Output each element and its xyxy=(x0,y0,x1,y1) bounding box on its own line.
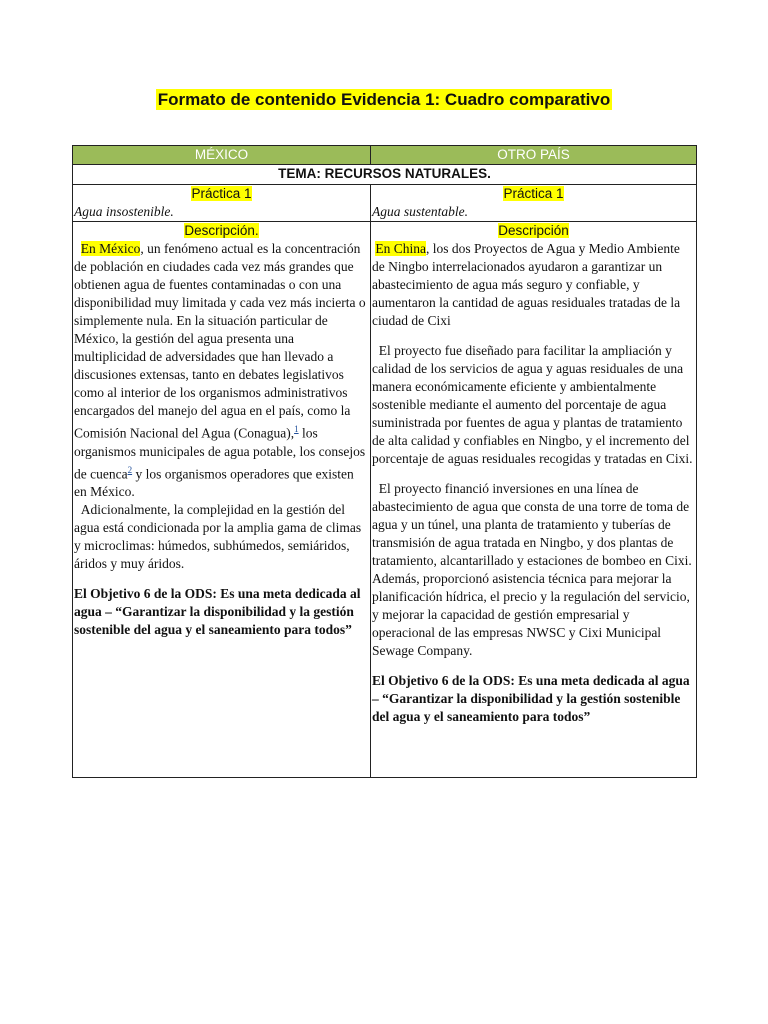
practica-otro-label: Práctica 1 xyxy=(503,186,564,201)
mexico-paragraph-2: Adicionalmente, la complejidad en la gestión del agua está condicionada por la amplia gama de climas y microclimas: húmedos, subhúmedos, semiáridos, áridos y muy áridos. xyxy=(74,502,362,571)
practica-mexico-label: Práctica 1 xyxy=(191,186,252,201)
otro-highlight: En China xyxy=(375,241,426,256)
descripcion-otro-cell xyxy=(371,222,697,778)
document-title xyxy=(0,90,768,110)
otro-paragraph-3: El proyecto financió inversiones en una línea de abastecimiento de agua que consta de una torre de toma de agua y un túnel, una planta de tratamiento y tuberías de transmisión de agua tratada en Ningbo, y dos plantas de tratamiento, alcantarillado y estaciones de bombeo en Cixi. Además, proporcionó asistencia técnica para mejorar la planificación hídrica, el precio y la regulación del servicio, y mejorar la capacidad de gestión empresarial y operacional de las empresas NWSC y Cixi Municipal Sewage Company. xyxy=(372,481,692,658)
header-mexico: MÉXICO xyxy=(73,146,371,165)
tema-cell: TEMA: RECURSOS NATURALES. xyxy=(73,165,697,185)
otro-paragraph-2: El proyecto fue diseñado para facilitar la ampliación y calidad de los servicios de agua y aguas residuales de una manera económicamente eficiente y ambientalmente sostenible mediante el aumento del porcentaje de agua suministrada por fuentes de agua y plantas de tratamiento de alta calidad y confiables en Ningbo, y el incremento del porcentaje de aguas residuales recogidas y tratadas en Cixi. xyxy=(372,343,693,466)
mexico-highlight: En México xyxy=(80,241,141,256)
table-header-row xyxy=(73,146,697,165)
descripcion-mexico-label: Descripción. xyxy=(184,223,259,238)
tema-row xyxy=(73,165,697,185)
mexico-paragraph-1: En México, un fenómeno actual es la concentración de población en ciudades cada vez más grandes que obtienen agua de fuentes contaminadas o con una disponibilidad muy limitada y cada vez más incierta o simplemente nula. En la situación particular de México, la gestión del agua presenta una multiplicidad de adversidades que han llevado a discusiones extensas, tanto en debates legislativos como al interior de los organismos administrativos encargados del manejo del agua en el país, como la Comisión Nacional del Agua (Conagua),$^1$ los organismos municipales de agua potable, los consejos de cuenca$^2$ y los organismos operadores que existen en México. xyxy=(74,241,366,499)
descripcion-row xyxy=(73,222,697,778)
otro-ods-text: El Objetivo 6 de la ODS: Es una meta dedicada al agua – “Garantizar la disponibilidad y la gestión sostenible del agua y el saneamiento para todos” xyxy=(372,673,690,724)
mexico-ods-text: El Objetivo 6 de la ODS: Es una meta dedicada al agua – “Garantizar la disponibilidad y la gestión sostenible del agua y el saneamiento para todos” xyxy=(74,586,361,637)
footnote-2-link[interactable]: 2 xyxy=(127,464,133,475)
practica-row xyxy=(73,185,697,222)
document-title-text: Formato de contenido Evidencia 1: Cuadro comparativo xyxy=(157,90,611,109)
practica-mexico-text: Agua insostenible. xyxy=(74,204,174,219)
practica-otro-cell xyxy=(371,185,697,222)
header-otro-pais: OTRO PAÍS xyxy=(371,146,697,165)
otro-paragraph-1: En China, los dos Proyectos de Agua y Medio Ambiente de Ningbo interrelacionados ayudaron a garantizar un abastecimiento de agua más seguro y confiable, y aumentaron la cantidad de aguas residuales tratadas de la ciudad de Cixi xyxy=(372,241,681,328)
descripcion-mexico-cell xyxy=(73,222,371,778)
practica-otro-text: Agua sustentable. xyxy=(372,204,468,219)
footnote-1-link[interactable]: 1 xyxy=(294,424,299,434)
comparison-table xyxy=(72,145,697,778)
descripcion-otro-label: Descripción xyxy=(498,223,569,238)
practica-mexico-cell xyxy=(73,185,371,222)
